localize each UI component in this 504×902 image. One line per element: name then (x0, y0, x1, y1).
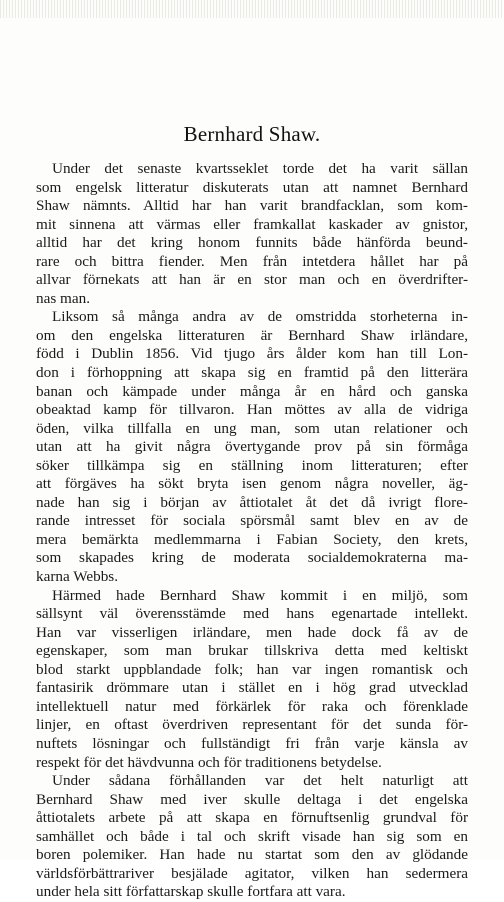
text-line: rande intresset för sociala spörsmål samt blev en av de (36, 512, 468, 530)
text-line: född i Dublin 1856. Vid tjugo års ålder kom han till Lon- (36, 345, 468, 363)
page-top-edge (0, 0, 504, 18)
text-line: Under sådana förhållanden var det helt naturligt att (52, 772, 468, 790)
text-line: obeaktad kamp för tillvaron. Han möttes av alla de vidriga (36, 401, 468, 419)
text-line: mera bemärkta medlemmarna i Fabian Society, den krets, (36, 530, 468, 548)
text-line: rare och bittra fiender. Men från intetdera hållet har på (36, 252, 468, 270)
text-line: boren polemiker. Han hade nu startat som den av glödande (36, 846, 468, 864)
text-line: öden, vilka tillfalla en ung man, som utan relationer och (36, 419, 468, 437)
text-line: Shaw nämnts. Alltid har han varit brandfacklan, som kom- (36, 197, 468, 215)
text-line: egenskaper, som man brukar tillskriva detta med keltiskt (36, 642, 468, 660)
text-line: Han var visserligen irländare, men hade dock få av de (36, 623, 468, 641)
text-line: mit sinnena att värmas eller framkallat kaskader av gnistor, (36, 215, 468, 233)
text-line: blod starkt uppblandade folk; han var ingen romantisk och (36, 660, 468, 678)
text-line: fantasirik drömmare utan i stället en i hög grad utvecklad (36, 679, 468, 697)
text-line: linjer, en oftast överdriven representant för det sunda för- (36, 716, 468, 734)
text-line: världsförbättrariver besjälade agitator, vilken han sedermera (36, 864, 468, 882)
chapter-title: Bernhard Shaw. (183, 122, 321, 146)
text-line: allvar förnekats att han är en stor man och en överdrifter- (36, 271, 468, 289)
text-line: Härmed hade Bernhard Shaw kommit i en miljö, som (52, 586, 468, 604)
text-line: nade han sig i början av åttiotalet åt det då ivrigt flore- (36, 493, 468, 511)
text-line: Liksom så många andra av de omstridda storheterna in- (52, 308, 468, 326)
text-line: utan att ha givit några övertygande prov på sin förmåga (36, 438, 468, 456)
text-line: om den engelska litteraturen är Bernhard Shaw irländare, (36, 326, 468, 344)
text-line: alltid har det kring honom funnits både hänförda beund- (36, 234, 468, 252)
body-text (36, 160, 468, 902)
text-line: nuftets lösningar och fullständigt fri från varje känsla av (36, 734, 468, 752)
text-line: banan och kämpade under många år en hård och ganska (36, 382, 468, 400)
text-line: intellektuell natur med förkärlek för raka och förenklade (36, 697, 468, 715)
text-line: Bernhard Shaw med iver skulle deltaga i det engelska (36, 790, 468, 808)
text-line: respekt för det hävdvunna och för traditionens betydelse. (36, 753, 382, 771)
text-line: under hela sitt författarskap skulle fortfara att vara. (36, 883, 346, 901)
text-line: don i förhoppning att skapa sig en framtid på den litterära (36, 364, 468, 382)
text-line: att förgäves ha sökt bryta isen genom några noveller, äg- (36, 475, 468, 493)
text-line: söker tillkämpa sig en ställning inom litteraturen; efter (36, 456, 468, 474)
text-line: åttiotalets arbete på att skapa en förnuftsenlig grundval för (36, 809, 468, 827)
text-line: karna Webbs. (36, 568, 119, 586)
text-line: nas man. (36, 289, 90, 307)
text-line: samhället och både i tal och skrift visade han sig som en (36, 827, 468, 845)
text-line: Under det senaste kvartsseklet torde det ha varit sällan (52, 160, 468, 177)
text-line: sällsynt väl överensstämde med hans egenartade intellekt. (36, 605, 468, 623)
text-line: som engelsk litteratur diskuterats utan att namnet Bernhard (36, 178, 468, 196)
text-line: som skapades kring de moderata socialdemokraterna ma- (36, 549, 468, 567)
